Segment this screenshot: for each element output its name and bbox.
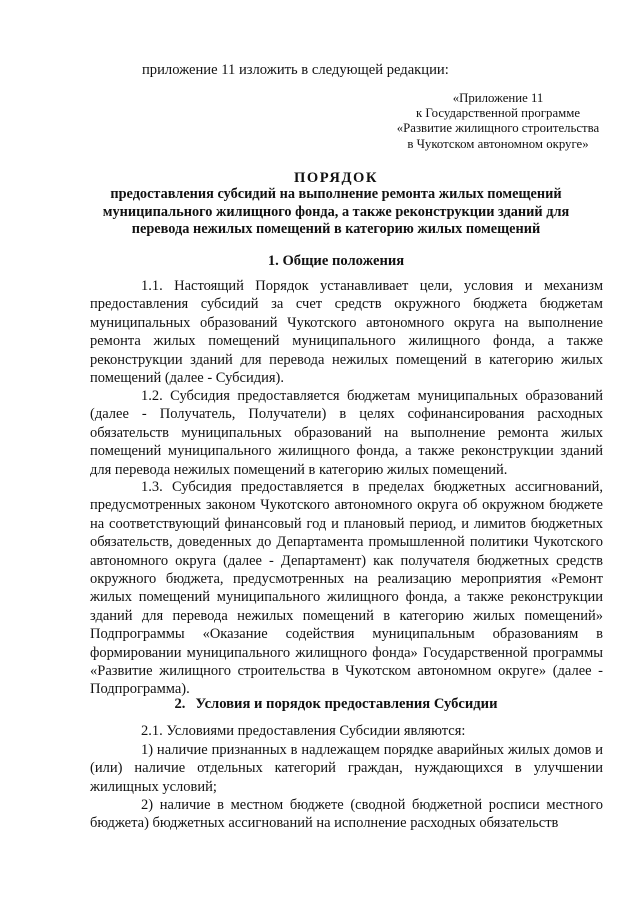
subtitle-line: муниципального жилищного фонда, а также реконструкции зданий для bbox=[102, 203, 570, 220]
paragraph-2-1-item-1: 1) наличие признанных в надлежащем порядке аварийных жилых домов и (или) наличие отдельных категорий граждан, нуждающихся в улучшении жилищных условий; bbox=[90, 742, 603, 795]
section-1-heading: 1. Общие положения bbox=[267, 253, 405, 269]
appendix-line: «Развитие жилищного строительства bbox=[396, 121, 600, 136]
appendix-line: в Чукотском автономном округе» bbox=[407, 136, 589, 151]
section-2-number: 2. bbox=[174, 696, 186, 712]
paragraph-2-1: 2.1. Условиями предоставления Субсидии являются: bbox=[141, 723, 466, 739]
paragraph-1-2: 1.2. Субсидия предоставляется бюджетам муниципальных образований (далее - Получатель, Получатели) в целях софинансирования расходных обязательств муниципальных образований на выполнение ремонта жилых помещений муниципального жилищного фонда, а также реконструкции зданий для перевода нежилых помещений в категорию жилых помещений. bbox=[90, 388, 603, 478]
paragraph-2-1-item-2: 2) наличие в местном бюджете (сводной бюджетной росписи местного бюджета) бюджетных ассигнований на исполнение расходных обязательств bbox=[90, 797, 603, 832]
paragraph-1-3: 1.3. Субсидия предоставляется в пределах бюджетных ассигнований, предусмотренных законом Чукотского автономного округа об окружном бюджете на соответствующий финансовый год и плановый период, и лимитов бюджетных обязательств, доведенных до Департамента промышленной политики Чукотского автономного округа (далее - Департамент) как получателя бюджетных средств окружного бюджета, предусмотренных на реализацию мероприятия «Ремонт жилых помещений муниципального жилищного фонда, а также реконструкции зданий для перевода нежилых помещений в категорию жилых помещений» Подпрограммы «Оказание содействия муниципальным образованиям в формировании муниципального жилищного фонда» Государственной программы «Развитие жилищного строительства в Чукотском автономном округе» (далее - Подпрограмма). bbox=[90, 479, 603, 698]
appendix-line: к Государственной программе bbox=[415, 106, 580, 121]
subtitle-line: предоставления субсидий на выполнение ремонта жилых помещений bbox=[110, 186, 562, 202]
appendix-reference bbox=[376, 91, 620, 152]
section-2-title: Условия и порядок предоставления Субсидии bbox=[195, 696, 498, 712]
document-title: ПОРЯДОК bbox=[294, 170, 378, 186]
paragraph-1-1: 1.1. Настоящий Порядок устанавливает цели, условия и механизм предоставления субсидий за счет средств окружного бюджета бюджетам муниципальных образований Чукотского автономного округа на выполнение ремонта жилых помещений муниципального жилищного фонда, а также реконструкции зданий для перевода нежилых помещений в категорию жилых помещений (далее - Субсидия). bbox=[90, 278, 603, 387]
intro-line: приложение 11 изложить в следующей редакции: bbox=[142, 62, 449, 78]
section-2-heading bbox=[86, 696, 586, 713]
subtitle-line: перевода нежилых помещений в категорию жилых помещений bbox=[131, 221, 541, 237]
document-subtitle bbox=[86, 186, 586, 239]
appendix-line: «Приложение 11 bbox=[452, 91, 544, 105]
